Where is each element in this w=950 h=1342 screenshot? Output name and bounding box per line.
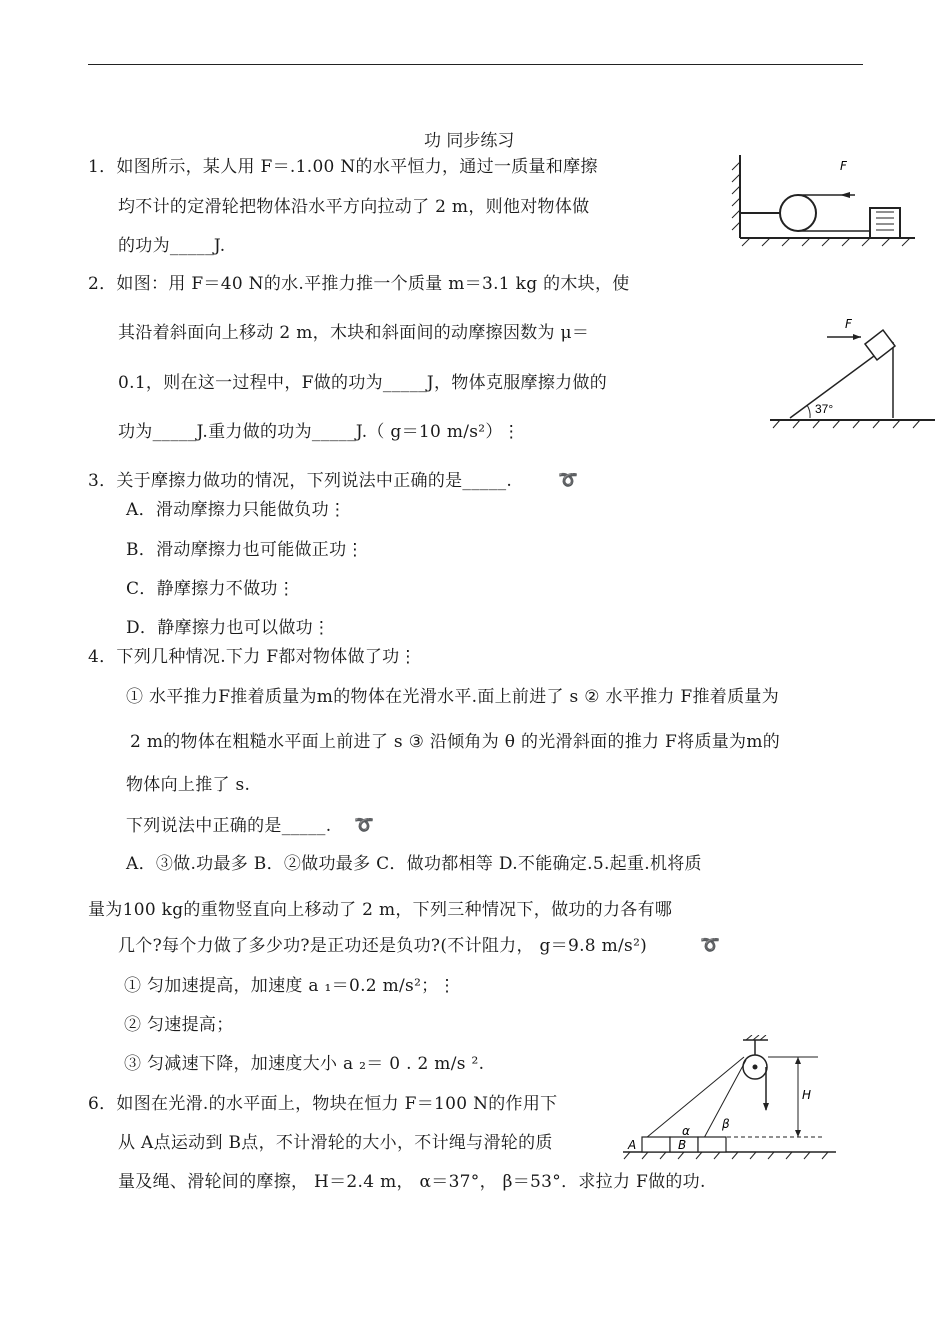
fig6-label-a: A (628, 1138, 637, 1152)
q5-case-2: ② 匀速提高； (124, 1015, 234, 1035)
q3-option-d: D．静摩擦力也可以做功⋮ (126, 618, 331, 638)
fig2-force-label: F (845, 317, 852, 331)
q1-line-2: 均不计的定滑轮把物体沿水平方向拉动了 2 m，则他对物体做 (118, 197, 590, 217)
fig6-label-beta: β (722, 1117, 730, 1131)
q2-line-3: 0.1，则在这一过程中，F做的功为_____J，物体克服摩擦力做的 (118, 373, 608, 393)
figure-1-pulley (730, 150, 920, 250)
fig6-label-h: H (802, 1088, 812, 1102)
figure-2-incline (765, 312, 940, 437)
q6-line-1: 6．如图在光滑.的水平面上，物块在恒力 F＝100 N的作用下 (88, 1094, 558, 1114)
q4-options-q5-start: A．③做.功最多 B．②做功最多 C．做功都相等 D.不能确定.5.起重.机将质 (126, 854, 702, 874)
q3-stem: 3．关于摩擦力做功的情况，下列说法中正确的是_____. (88, 471, 513, 491)
q1-line-1: 1．如图所示，某人用 F＝.1.00 N的水平恒力，通过一质量和摩擦 (88, 157, 598, 177)
q4-stem: 4．下列几种情况.下力 F都对物体做了功⋮ (88, 647, 417, 667)
cursor-glyph-icon: ➰ (558, 470, 579, 489)
header-rule (88, 64, 863, 65)
fig6-label-b: B (678, 1138, 687, 1152)
cursor-glyph-icon: ➰ (700, 935, 721, 954)
cursor-glyph-icon: ➰ (354, 815, 375, 834)
q2-line-1: 2．如图：用 F＝40 N的水.平推力推一个质量 m＝3.1 kg 的木块，使 (88, 274, 630, 294)
q1-line-3: 的功为_____J. (118, 236, 226, 256)
q4-case-line-3: 物体向上推了 s. (126, 775, 251, 795)
q5-line-2: 量为100 kg的重物竖直向上移动了 2 m，下列三种情况下，做功的力各有哪 (88, 900, 673, 920)
q2-line-4: 功为_____J.重力做的功为_____J.（ g＝10 m/s²）⋮ (118, 422, 521, 442)
q6-line-2: 从 A点运动到 B点，不计滑轮的大小，不计绳与滑轮的质 (118, 1133, 553, 1153)
fig1-force-label: F (840, 159, 847, 173)
q3-option-c: C．静摩擦力不做功⋮ (126, 579, 296, 599)
q4-case-line-2: 2 m的物体在粗糙水平面上前进了 s ③ 沿倾角为 θ 的光滑斜面的推力 F将质量为m的 (130, 732, 781, 752)
q5-line-3: 几个?每个力做了多少功?是正功还是负功?(不计阻力， g＝9.8 m/s²) (118, 936, 648, 956)
q6-line-3: 量及绳、滑轮间的摩擦， H＝2.4 m， α＝37°， β＝53°．求拉力 F做的功. (118, 1172, 706, 1192)
q5-case-3: ③ 匀减速下降，加速度大小 a ₂＝ 0 . 2 m/s ². (124, 1054, 485, 1074)
fig2-angle-label: 37° (815, 402, 834, 416)
q3-option-a: A．滑动摩擦力只能做负功⋮ (126, 500, 347, 520)
q2-line-2: 其沿着斜面向上移动 2 m，木块和斜面间的动摩擦因数为 μ＝ (118, 323, 590, 343)
q4-question: 下列说法中正确的是_____. (126, 816, 332, 836)
q5-case-1: ① 匀加速提高，加速度 a ₁＝0.2 m/s²；⋮ (124, 976, 456, 996)
q3-option-b: B．滑动摩擦力也可能做正功⋮ (126, 540, 364, 560)
q4-case-line-1: ① 水平推力F推着质量为m的物体在光滑水平.面上前进了 s ② 水平推力 F推着质量为 (126, 687, 779, 707)
figure-6-pulley (618, 1035, 843, 1170)
fig6-label-alpha: α (682, 1124, 690, 1138)
